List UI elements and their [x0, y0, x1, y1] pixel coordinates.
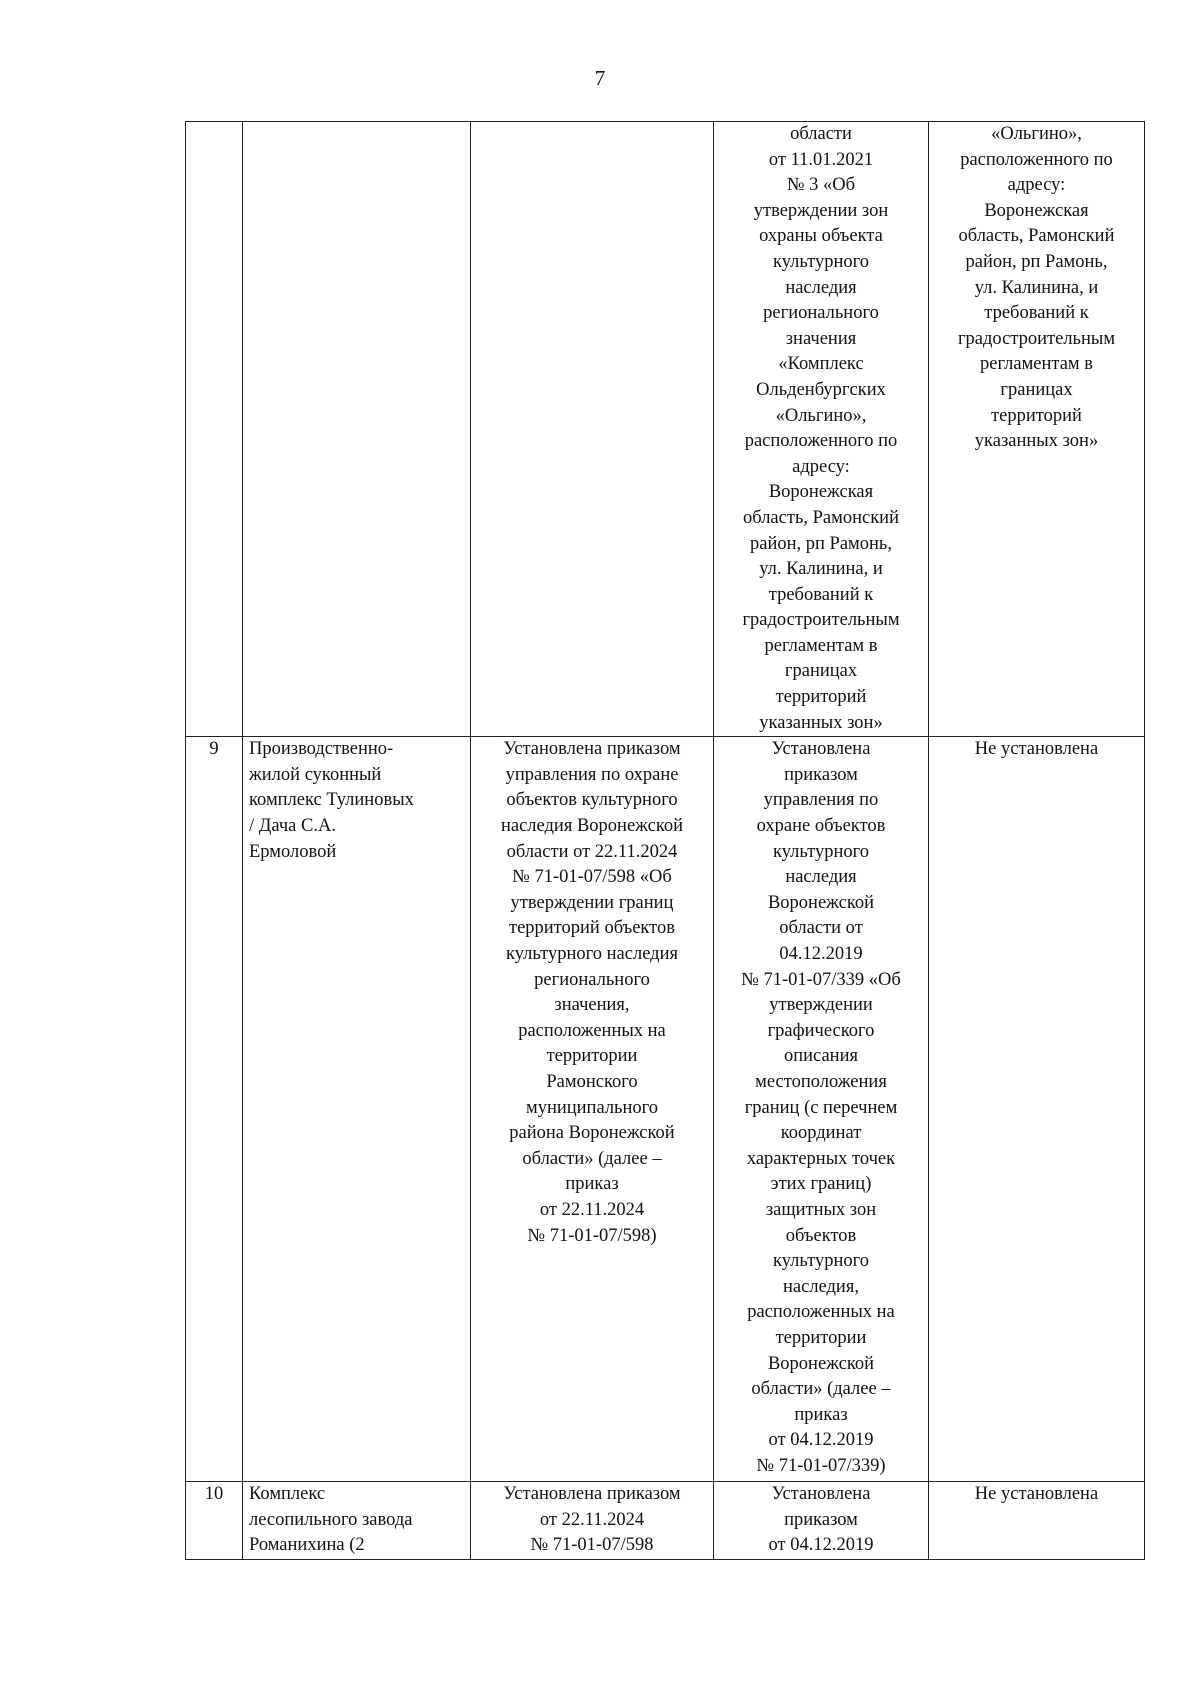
territory-cell: Установлена приказом управления по охране объектов культурного наследия Воронежской области от 22.11.2024 № 71-01-07/598 «Об утверждении границ территорий объектов культурного наследия регионального значения, расположенных на территории Рамонского муниципального района Воронежской области» (далее – приказ от 22.11.2024 № 71-01-07/598)	[471, 737, 714, 1482]
regulation-cell: «Ольгино», расположенного по адресу: Воронежская область, Рамонский район, рп Рамонь, ул. Калинина, и требований к градостроительным регламентам в границах территорий указанных зон»	[929, 122, 1145, 737]
object-name-cell: Производственно- жилой суконный комплекс Тулиновых / Дача С.А. Ермоловой	[243, 737, 471, 1482]
territory-cell	[471, 122, 714, 737]
table-row	[186, 122, 1145, 737]
table-row	[186, 1482, 1145, 1560]
table-row	[186, 737, 1145, 1482]
protection-zone-cell: Установлена приказом управления по охране объектов культурного наследия Воронежской области от 04.12.2019 № 71-01-07/339 «Об утверждении графического описания местоположения границ (с перечнем координат характерных точек этих границ) защитных зон объектов культурного наследия, расположенных на территории Воронежской области» (далее – приказ от 04.12.2019 № 71-01-07/339)	[714, 737, 929, 1482]
row-number-cell: 9	[186, 737, 243, 1482]
object-name-cell: Комплекс лесопильного завода Романихина (2	[243, 1482, 471, 1560]
object-name-cell	[243, 122, 471, 737]
row-number-cell: 10	[186, 1482, 243, 1560]
page-number: 7	[594, 66, 606, 90]
protection-zone-cell: области от 11.01.2021 № 3 «Об утверждении зон охраны объекта культурного наследия регионального значения «Комплекс Ольденбургских «Ольгино», расположенного по адресу: Воронежская область, Рамонский район, рп Рамонь, ул. Калинина, и требований к градостроительным регламентам в границах территорий указанных зон»	[714, 122, 929, 737]
territory-cell: Установлена приказом от 22.11.2024 № 71-01-07/598	[471, 1482, 714, 1560]
regulation-cell: Не установлена	[929, 1482, 1145, 1560]
monuments-table	[185, 121, 1145, 1560]
protection-zone-cell: Установлена приказом от 04.12.2019	[714, 1482, 929, 1560]
row-number-cell	[186, 122, 243, 737]
regulation-cell: Не установлена	[929, 737, 1145, 1482]
